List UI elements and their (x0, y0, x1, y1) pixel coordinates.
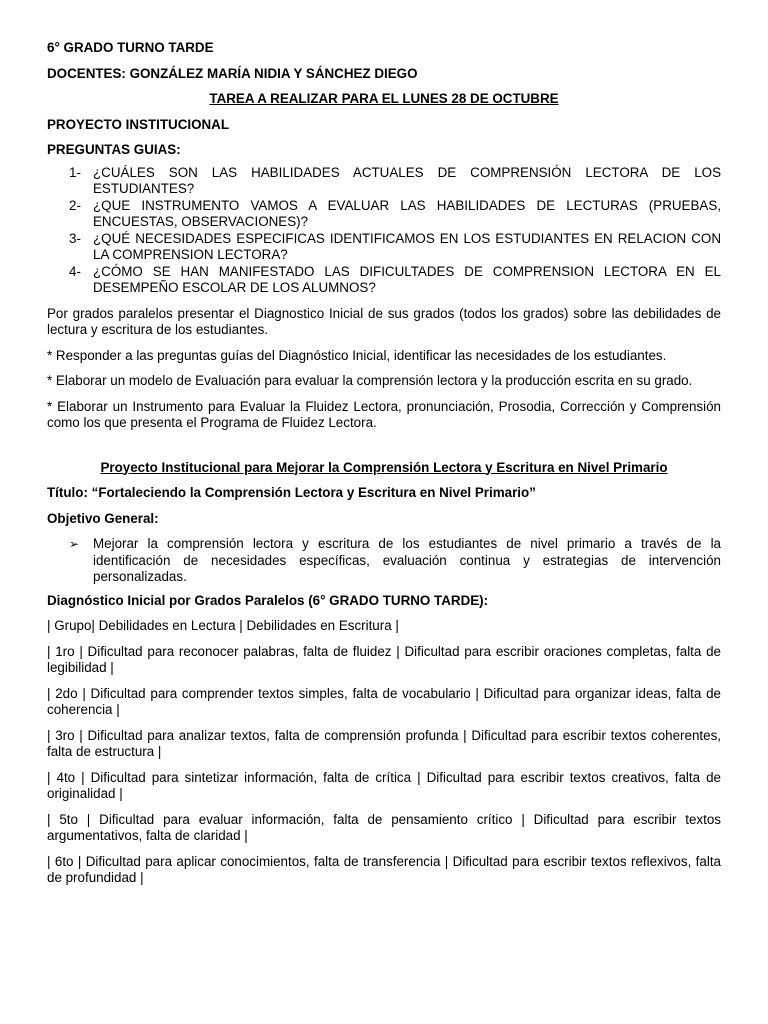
objective-list (47, 536, 721, 586)
question-text: ¿CÓMO SE HAN MANIFESTADO LAS DIFICULTADES DE COMPRENSION LECTORA EN EL DESEMPEÑO ESCOLAR DE LOS ALUMNOS? (93, 263, 721, 295)
table-row: | 4to | Dificultad para sintetizar información, falta de crítica | Dificultad para escribir textos creativos, falta de originalidad | (47, 769, 721, 801)
arrow-bullet-icon: ➢ (69, 537, 80, 551)
project-heading: PROYECTO INSTITUCIONAL (47, 116, 230, 132)
objective-heading: Objetivo General: (47, 510, 159, 526)
list-number: 4- (69, 263, 81, 279)
guide-questions-list (47, 165, 721, 297)
question-text: ¿QUE INSTRUMENTO VAMOS A EVALUAR LAS HABILIDADES DE LECTURAS (PRUEBAS, ENCUESTAS, OBSERVACIONES)? (93, 197, 721, 229)
question-text: ¿QUÉ NECESIDADES ESPECIFICAS IDENTIFICAMOS EN LOS ESTUDIANTES EN RELACION CON LA COMPRENSION LECTORA? (93, 230, 721, 262)
diagnostic-heading: Diagnóstico Inicial por Grados Paralelos (6° GRADO TURNO TARDE): (47, 592, 489, 608)
list-number: 3- (69, 230, 81, 246)
table-row: | 1ro | Dificultad para reconocer palabras, falta de fluidez | Dificultad para escribir oraciones completas, falta de legibilidad | (47, 643, 721, 675)
task-title: TAREA A REALIZAR PARA EL LUNES 28 DE OCTUBRE (209, 91, 559, 106)
table-row: | 3ro | Dificultad para analizar textos, falta de comprensión profunda | Dificultad para escribir textos coherentes, falta de estructura | (47, 727, 721, 759)
table-row: | Grupo| Debilidades en Lectura | Debilidades en Escritura | (47, 618, 399, 633)
instruction-paragraph: * Elaborar un modelo de Evaluación para evaluar la comprensión lectora y la producción escrita en su grado. (47, 373, 693, 388)
instruction-paragraph: * Responder a las preguntas guías del Diagnóstico Inicial, identificar las necesidades de los estudiantes. (47, 347, 667, 363)
list-number: 1- (69, 164, 81, 180)
list-item (47, 536, 721, 586)
list-item (47, 264, 721, 297)
table-row: | 6to | Dificultad para aplicar conocimientos, falta de transferencia | Dificultad para escribir textos reflexivos, falta de profundidad | (47, 853, 721, 885)
list-number: 2- (69, 197, 81, 213)
questions-heading: PREGUNTAS GUIAS: (47, 142, 181, 157)
list-item (47, 198, 721, 231)
instruction-paragraph: Por grados paralelos presentar el Diagnostico Inicial de sus grados (todos los grados) sobre las debilidades de lectura y escritura de los estudiantes. (47, 305, 721, 337)
project-section-heading: Proyecto Institucional para Mejorar la Comprensión Lectora y Escritura en Nivel Primario (100, 459, 668, 475)
instruction-paragraph: * Elaborar un Instrumento para Evaluar la Fluidez Lectora, pronunciación, Prosodia, Corrección y Comprensión como los que presenta el Programa de Fluidez Lectora. (47, 398, 721, 430)
table-row: | 2do | Dificultad para comprender textos simples, falta de vocabulario | Dificultad para organizar ideas, falta de coherencia | (47, 685, 721, 717)
list-item (47, 165, 721, 198)
teachers-line: DOCENTES: GONZÁLEZ MARÍA NIDIA Y SÁNCHEZ DIEGO (47, 65, 418, 81)
objective-text: Mejorar la comprensión lectora y escritura de los estudiantes de nivel primario a través de la identificación de necesidades específicas, evaluación continua y estrategias de intervención personalizadas. (93, 536, 721, 584)
document-page (47, 40, 721, 896)
table-row: | 5to | Dificultad para evaluar información, falta de pensamiento crítico | Dificultad para escribir textos argumentativos, falta de claridad | (47, 811, 721, 843)
grade-line: 6° GRADO TURNO TARDE (47, 40, 214, 55)
spacer (47, 441, 721, 460)
list-item (47, 231, 721, 264)
question-text: ¿CUÁLES SON LAS HABILIDADES ACTUALES DE COMPRENSIÓN LECTORA DE LOS ESTUDIANTES? (93, 164, 721, 196)
project-title: Título: “Fortaleciendo la Comprensión Lectora y Escritura en Nivel Primario” (47, 485, 536, 500)
